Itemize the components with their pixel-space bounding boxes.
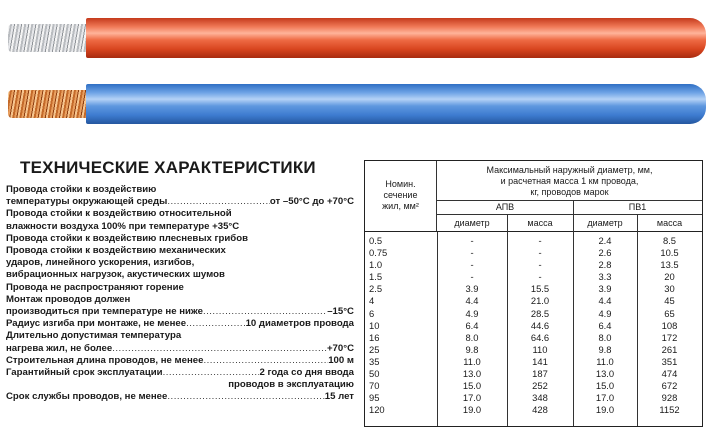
table-cell: 110 <box>532 343 548 355</box>
spec-text: вибрационных нагрузок, акустических шумов <box>6 269 225 281</box>
spec-line <box>6 294 354 306</box>
spec-line <box>6 343 354 355</box>
table-cell: 64.6 <box>530 331 550 343</box>
dot-leader <box>167 391 324 403</box>
spec-text: производиться при температуре не ниже <box>6 306 203 318</box>
spec-text: температуры окружающей среды <box>6 196 168 208</box>
table-cell: 13.0 <box>462 368 482 380</box>
table-row <box>365 368 702 380</box>
spec-line <box>6 282 354 294</box>
table-cell: 252 <box>532 380 548 392</box>
table-cell: 351 <box>661 355 678 367</box>
table-cell: - <box>470 259 474 271</box>
table-cell: 4.4 <box>465 295 479 307</box>
table-cell: 6 <box>369 307 375 319</box>
table-cell: 8.5 <box>662 235 677 246</box>
table-body <box>365 235 702 416</box>
subheader-diameter: диаметр <box>437 215 507 232</box>
table-cell: 45 <box>664 295 675 307</box>
table-cell: 20 <box>664 271 675 283</box>
spec-text: Провода не распространяют горение <box>6 281 184 293</box>
spec-text: Провода стойки к воздействию плесневых грибов <box>6 232 248 244</box>
spec-line <box>6 221 354 233</box>
blue-insulation <box>86 84 706 124</box>
table-row <box>365 392 702 404</box>
table-cell: 28.5 <box>530 307 550 319</box>
table-cell: 25 <box>369 343 380 355</box>
table-cell: 9.8 <box>465 343 479 355</box>
table-cell: 95 <box>369 392 380 404</box>
red-insulation <box>86 18 706 58</box>
dot-leader <box>167 196 270 208</box>
table-cell: 2.4 <box>598 235 612 246</box>
table-cell: 1.5 <box>369 271 383 283</box>
spec-text: Гарантийный срок эксплуатации <box>6 367 163 379</box>
specs-title: ТЕХНИЧЕСКИЕ ХАРАКТЕРИСТИКИ <box>20 158 316 177</box>
spec-line <box>6 245 354 257</box>
table-row <box>365 404 702 416</box>
header-line: Номин. <box>385 179 416 189</box>
table-row <box>365 259 702 271</box>
main-header <box>437 161 702 201</box>
spec-line <box>6 257 354 269</box>
aluminum-strands <box>8 24 88 52</box>
spec-text: Монтаж проводов должен <box>6 293 131 305</box>
subheader-diameter: диаметр <box>573 215 637 232</box>
spec-value: 15 лет <box>324 391 354 403</box>
table-cell: 3.9 <box>598 283 612 295</box>
spec-line <box>6 318 354 330</box>
table-cell: 19.0 <box>462 404 482 416</box>
spec-line <box>6 196 354 208</box>
spec-value: +70°С <box>326 342 354 354</box>
dot-leader <box>112 343 327 355</box>
table-cell: 11.0 <box>596 355 614 367</box>
table-cell: 70 <box>369 380 380 392</box>
spec-value: 100 м <box>328 354 354 366</box>
table-cell: 13.0 <box>595 368 615 380</box>
table-cell: 17.0 <box>595 392 615 404</box>
header-line: жил, мм² <box>382 201 419 211</box>
table-cell: 15.0 <box>462 380 482 392</box>
table-cell: - <box>538 271 542 283</box>
spec-line <box>6 233 354 245</box>
dot-leader <box>203 355 328 367</box>
spec-text: Длительно допустимая температура <box>6 330 182 342</box>
spec-value: 10 диаметров провода <box>245 318 354 330</box>
table-cell: 8.0 <box>598 331 612 343</box>
spec-text: влажности воздуха 100% при температуре +35°С <box>6 220 240 232</box>
table-cell: 9.8 <box>598 343 612 355</box>
table-cell: 6.4 <box>598 319 612 331</box>
table-cell: 30 <box>664 283 675 295</box>
spec-line <box>6 184 354 196</box>
table-row <box>365 295 702 307</box>
table-cell: - <box>538 259 542 271</box>
red-cable-photo <box>0 18 709 58</box>
table-cell: 0.75 <box>369 247 388 259</box>
table-cell: 17.0 <box>462 392 482 404</box>
table-cell: 928 <box>661 392 678 404</box>
spec-line <box>6 306 354 318</box>
table-cell: - <box>470 271 474 283</box>
header-line: и расчетная масса 1 км провода, <box>500 176 639 186</box>
header-line: сечение <box>383 190 418 200</box>
table-cell: 10.5 <box>660 247 679 259</box>
table-cell: - <box>470 235 474 246</box>
table-row <box>365 308 702 320</box>
group-header-pv1: ПВ1 <box>573 201 702 215</box>
spec-line <box>6 367 354 379</box>
table-cell: 13.5 <box>660 259 679 271</box>
table-cell: 35 <box>369 355 380 367</box>
table-row <box>365 356 702 368</box>
dot-leader <box>163 367 260 379</box>
table-cell: 4.9 <box>598 307 612 319</box>
table-cell: 2.5 <box>369 283 383 295</box>
table-row <box>365 380 702 392</box>
table-cell: 474 <box>661 368 678 380</box>
table-cell: 1.0 <box>369 259 383 271</box>
spec-value: от –50°С до +70°С <box>269 196 354 208</box>
table-row <box>365 235 702 247</box>
table-cell: 3.9 <box>465 283 479 295</box>
table-row <box>365 332 702 344</box>
spec-text: Провода стойки к воздействию механических <box>6 245 226 257</box>
spec-line <box>6 379 354 391</box>
subheader-mass: масса <box>637 215 702 232</box>
dot-leader <box>186 318 246 330</box>
table-cell: 141 <box>532 355 548 367</box>
spec-line <box>6 355 354 367</box>
table-cell: 187 <box>532 368 548 380</box>
table-row <box>365 283 702 295</box>
table-cell: 44.6 <box>530 319 550 331</box>
table-cell: 16 <box>369 331 380 343</box>
table-row <box>365 320 702 332</box>
table-cell: 4.4 <box>598 295 612 307</box>
table-cell: 2.8 <box>598 259 612 271</box>
spec-text: нагрева жил, не более <box>6 342 113 354</box>
table-cell: 348 <box>532 392 548 404</box>
table-cell: - <box>470 247 474 259</box>
table-row <box>365 344 702 356</box>
table-cell: - <box>538 247 542 259</box>
table-cell: 15.5 <box>530 283 550 295</box>
spec-value: –15°С <box>327 306 354 318</box>
table-cell: 50 <box>369 368 380 380</box>
table-cell: 428 <box>532 404 548 416</box>
table-cell: 120 <box>369 404 385 416</box>
spec-text: Провода стойки к воздействию относительной <box>6 208 232 220</box>
table-cell: 0.5 <box>369 235 383 246</box>
table-cell: - <box>538 235 542 246</box>
table-cell: 2.6 <box>598 247 612 259</box>
table-cell: 108 <box>661 319 678 331</box>
dot-leader <box>203 306 327 318</box>
table-row <box>365 247 702 259</box>
spec-line <box>6 391 354 403</box>
cross-section-header <box>365 161 437 232</box>
table-cell: 4.9 <box>465 307 479 319</box>
table-cell: 672 <box>661 380 678 392</box>
spec-line <box>6 208 354 220</box>
copper-strands <box>8 90 88 118</box>
table-row <box>365 271 702 283</box>
spec-lines <box>6 184 354 404</box>
table-cell: 11.0 <box>463 355 481 367</box>
table-cell: 4 <box>369 295 375 307</box>
table-cell: 21.0 <box>530 295 550 307</box>
table-cell: 6.4 <box>465 319 479 331</box>
table-cell: 8.0 <box>465 331 479 343</box>
spec-line <box>6 330 354 342</box>
table-cell: 19.0 <box>595 404 615 416</box>
table-cell: 3.3 <box>598 271 612 283</box>
spec-text: ударов, линейного ускорения, изгибов, <box>6 257 195 269</box>
table-cell: 261 <box>661 343 678 355</box>
spec-text: Радиус изгиба при монтаже, не менее <box>6 318 187 330</box>
header-line: кг, проводов марок <box>530 187 609 197</box>
header-line: Максимальный наружный диаметр, мм, <box>486 165 653 175</box>
spec-value: проводов в эксплуатацию <box>228 379 354 391</box>
subheader-mass: масса <box>507 215 573 232</box>
group-header-apv: АПВ <box>437 201 573 215</box>
table-cell: 172 <box>661 331 678 343</box>
technical-specs <box>6 158 354 404</box>
spec-line <box>6 269 354 281</box>
blue-cable-photo <box>0 84 709 124</box>
table-cell: 10 <box>369 319 380 331</box>
spec-text: Срок службы проводов, не менее <box>6 391 168 403</box>
table-cell: 1152 <box>659 404 680 416</box>
spec-text: Провода стойки к воздействию <box>6 184 157 195</box>
table-cell: 65 <box>664 307 675 319</box>
cable-table <box>364 160 703 427</box>
table-cell: 15.0 <box>595 380 615 392</box>
spec-text: Строительная длина проводов, не менее <box>6 354 204 366</box>
spec-value: 2 года со дня ввода <box>259 367 354 379</box>
